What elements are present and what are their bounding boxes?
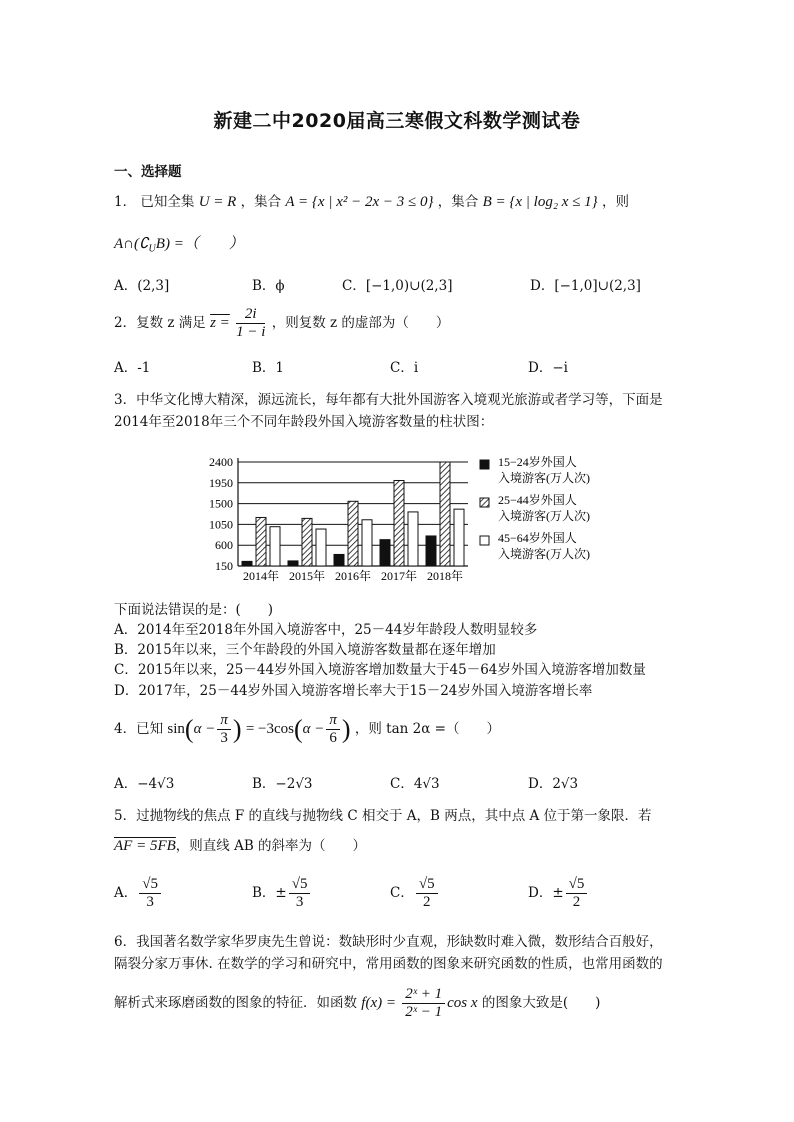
q5-sqrt5: √5	[416, 876, 438, 894]
q5-option-b[interactable]	[252, 876, 312, 911]
q5-denominator: 2	[572, 894, 581, 910]
bar-2015年-series-1	[288, 561, 298, 566]
y-tick-label: 600	[215, 538, 233, 553]
q1-text: ，集合	[240, 194, 282, 210]
q1-option-c[interactable]: C．[−1,0)∪(2,3]	[342, 278, 453, 294]
bar-chart	[196, 446, 626, 584]
q4-pi: π	[326, 712, 340, 730]
x-tick-label: 2017年	[380, 569, 418, 583]
q2-numerator: 2i	[236, 306, 265, 324]
x-tick-label: 2014年	[242, 569, 280, 583]
q5-option-label: C．	[390, 885, 414, 901]
q1-option-d[interactable]: D．[−1,0]∪(2,3]	[530, 278, 641, 294]
y-tick-label: 1050	[209, 517, 233, 532]
legend-label: 入境游客(万人次)	[498, 471, 590, 485]
x-tick-label: 2015年	[288, 569, 326, 583]
question-6-line-2: 隔裂分家万事休. 在数学的学习和研究中，常用函数的图象来研究函数的性质，也常用函数的	[114, 956, 663, 972]
q1-set-a: A = {x | x² − 2x − 3 ≤ 0}	[285, 194, 434, 210]
q3-option-b[interactable]: B．2015年以来，三个年龄段的外国入境游客数量都在逐年增加	[114, 642, 496, 658]
q4-option-d[interactable]: D．2√3	[528, 776, 579, 792]
bar-2018年-series-3	[454, 509, 464, 566]
bar-2018年-series-1	[426, 536, 436, 566]
q2-option-b[interactable]: B．1	[252, 360, 285, 376]
question-3-line-2: 2014年至2018年三个不同年龄段外国入境游客数量的柱状图：	[114, 414, 494, 430]
question-2-stem	[114, 306, 449, 341]
q4-alpha: α −	[193, 721, 216, 737]
q4-sin: sin	[167, 721, 185, 737]
q5-option-a[interactable]	[114, 876, 163, 911]
bar-2016年-series-2	[348, 501, 358, 566]
q5-vector-equation: AF = 5FB	[114, 838, 176, 854]
question-5-line-1: 5．过抛物线的焦点 F 的直线与抛物线 C 相交于 A，B 两点，其中点 A 位于第一象限．若	[114, 808, 652, 824]
legend-swatch	[480, 460, 489, 469]
q5-option-c[interactable]	[390, 876, 440, 911]
legend-label: 45−64岁外国人	[498, 531, 577, 545]
q5-denominator: 2	[422, 894, 431, 910]
q2-option-c[interactable]: C．i	[390, 360, 419, 376]
q2-conjugate: z =	[210, 315, 230, 331]
q6-numerator: 2ˣ + 1	[402, 986, 445, 1004]
bar-2016年-series-1	[334, 554, 344, 566]
bar-2017年-series-1	[380, 540, 390, 566]
bar-2014年-series-1	[242, 561, 252, 566]
bar-2014年-series-3	[270, 527, 280, 566]
q5-sqrt5: √5	[289, 876, 311, 894]
x-tick-label: 2018年	[426, 569, 464, 583]
q1-expr: A∩(∁	[114, 236, 149, 252]
q6-text: 的图象大致是( )	[481, 995, 601, 1011]
legend-swatch	[480, 536, 489, 545]
q4-text: ，则 tan 2α =（ ）	[354, 721, 500, 737]
question-6-line-3	[114, 986, 600, 1021]
bar-2015年-series-2	[302, 518, 312, 566]
q4-denominator-6: 6	[329, 730, 337, 746]
y-tick-label: 1950	[209, 475, 233, 490]
q5-sqrt5: √5	[139, 876, 161, 894]
q2-option-d[interactable]: D．−i	[528, 360, 568, 376]
q2-denominator: 1 − i	[236, 324, 266, 340]
q4-option-a[interactable]: A．−4√3	[114, 776, 175, 792]
q3-option-d[interactable]: D．2017年，25－44岁外国入境游客增长率大于15－24岁外国入境游客增长率	[114, 683, 593, 699]
y-tick-label: 1500	[209, 496, 233, 511]
q4-pi: π	[217, 712, 231, 730]
q4-text: 4．已知	[114, 721, 164, 737]
q1-option-b[interactable]: B．ϕ	[252, 278, 285, 294]
q4-cos: = −3cos	[245, 721, 294, 737]
q2-fraction	[236, 306, 265, 341]
question-1-stem	[114, 190, 629, 211]
q1-text: 已知全集	[140, 194, 195, 210]
q3-option-a[interactable]: A．2014年至2018年外国入境游客中，25－44岁年龄段人数明显较多	[114, 622, 538, 638]
q6-cos: cos x	[447, 995, 478, 1011]
q6-fraction	[402, 986, 445, 1021]
y-tick-label: 2400	[209, 455, 233, 469]
q1-universal-set: U = R	[198, 194, 237, 210]
q2-option-a[interactable]: A．-1	[114, 360, 151, 376]
q2-text: 2．复数 z 满足	[114, 315, 206, 331]
q1-expr-end: B) =（ ）	[155, 236, 244, 252]
q6-text: 解析式来琢磨函数的图象的特征．如函数	[114, 995, 357, 1011]
q1-expr-sub: U	[148, 243, 156, 255]
q1-text: ，则	[601, 194, 629, 210]
q1-number: 1．	[114, 194, 137, 210]
q1-option-a[interactable]: A．(2,3]	[114, 278, 170, 294]
q4-fraction-1	[217, 712, 231, 747]
bar-2016年-series-3	[362, 520, 372, 566]
bar-2018年-series-2	[440, 462, 450, 566]
legend-swatch	[480, 498, 489, 507]
q4-denominator-3: 3	[220, 730, 228, 746]
q5-option-label: B．±	[252, 885, 287, 901]
q5-option-d[interactable]	[528, 876, 589, 911]
y-tick-label: 150	[215, 559, 233, 573]
question-3-prompt: 下面说法错误的是：( )	[114, 602, 274, 618]
q4-fraction-2	[326, 712, 340, 747]
legend-label: 入境游客(万人次)	[498, 509, 590, 523]
q6-function: f(x) =	[361, 995, 396, 1011]
section-heading: 一、选择题	[114, 164, 182, 180]
q6-denominator: 2ˣ − 1	[405, 1004, 443, 1020]
q5-sqrt5: √5	[566, 876, 588, 894]
q4-option-c[interactable]: C．4√3	[390, 776, 440, 792]
legend-label: 25−44岁外国人	[498, 493, 577, 507]
q5-denominator: 3	[146, 894, 154, 910]
bar-2017年-series-3	[408, 512, 418, 566]
bar-2014年-series-2	[256, 517, 266, 566]
q5-option-label: A．	[114, 885, 138, 901]
q4-option-b[interactable]: B．−2√3	[252, 776, 313, 792]
question-3-line-1: 3．中华文化博大精深，源远流长，每年都有大批外国游客入境观光旅游或者学习等，下面是	[114, 392, 663, 408]
q5-text: ，则直线 AB 的斜率为（ ）	[175, 838, 367, 854]
q4-alpha: α −	[302, 721, 325, 737]
bar-2017年-series-2	[394, 480, 404, 566]
page-title: 新建二中2020届高三寒假文科数学测试卷	[213, 110, 581, 132]
q3-option-c[interactable]: C．2015年以来，25－44岁外国入境游客增加数量大于45－64岁外国入境游客增加数量	[114, 662, 646, 678]
question-6-line-1: 6．我国著名数学家华罗庚先生曾说：数缺形时少直观，形缺数时难入微，数形结合百般好，	[114, 934, 663, 950]
q5-option-label: D．±	[528, 885, 564, 901]
q1-set-b: B = {x | log₂ x ≤ 1}	[482, 194, 598, 210]
legend-label: 15−24岁外国人	[498, 455, 577, 469]
q5-denominator: 3	[295, 894, 304, 910]
question-4-stem: 4．已知 sin(α − $\frac{\pi}{3}$ ) = −3cos(α − $\frac{\pi}{6}$ ) ，则 tan 2α =（ ）	[114, 712, 500, 746]
x-tick-label: 2016年	[334, 569, 372, 583]
question-5-line-2	[114, 834, 366, 855]
question-1-expression	[114, 232, 244, 255]
q2-text: ，则复数 z 的虚部为（ ）	[271, 315, 450, 331]
bar-2015年-series-3	[316, 529, 326, 566]
legend-label: 入境游客(万人次)	[498, 547, 590, 561]
q1-text: ，集合	[437, 194, 479, 210]
